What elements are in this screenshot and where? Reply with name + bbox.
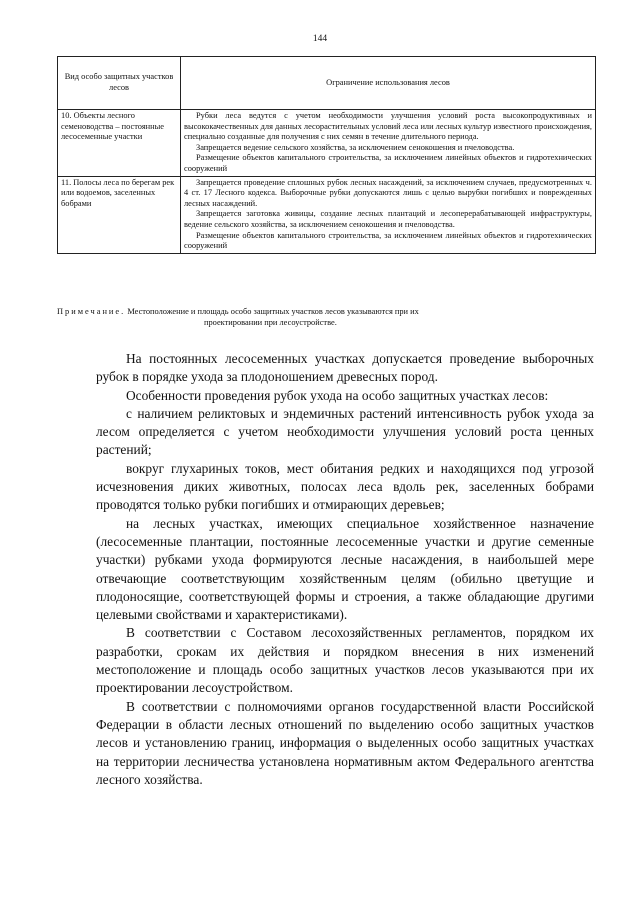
note-text-line1: Местоположение и площадь особо защитных участков лесов указываются при их (127, 307, 419, 316)
rule-text: Запрещается ведение сельского хозяйства, за исключением сенокошения и пчеловодства. (196, 142, 515, 152)
paragraph: В соответствии с полномочиями органов государственной власти Российской Федерации в области лесных отношений по выделению особо защитных участков лесов и установлению границ, информация о выделенных особо защитных участках на территории лесничества установлена нормативным актом Федерального агентства лесного хозяйства. (96, 698, 594, 787)
header-restrictions: Ограничение использования лесов (181, 57, 596, 110)
restrictions-table (57, 56, 596, 254)
note-label: Примечание. (57, 307, 126, 316)
note-text-line2: проектировании при лесоустройстве. (204, 317, 337, 327)
table-note (57, 307, 596, 328)
row-rules (181, 176, 596, 253)
body-text (96, 350, 594, 789)
row-kind: 10. Объекты лесного семеноводства – постоянные лесосеменные участки (58, 110, 181, 177)
paragraph: с наличием реликтовых и эндемичных растений интенсивность рубок ухода за лесом определяется с учетом необходимости улучшения условий роста ценных растений; (96, 405, 594, 458)
rule-text: Запрещается заготовка живицы, создание лесных плантаций и лесоперерабатывающей инфраструктуры, ведение сельского хозяйства, за исключением сенокошения и пчеловодства. (184, 209, 592, 229)
rule-text: Запрещается проведение сплошных рубок лесных насаждений, за исключением случаев, предусмотренных ч. 4 ст. 17 Лесного кодекса. Выборочные рубки допускаются лишь с целью вырубки погибших и поврежденных лесных насаждений. (184, 177, 592, 208)
row-kind: 11. Полосы леса по берегам рек или водоемов, заселенных бобрами (58, 176, 181, 253)
paragraph: В соответствии с Составом лесохозяйственных регламентов, порядком их разработки, срокам их действия и порядком внесения в них изменений местоположение и площадь особо защитных участков лесов указываются при их проектировании лесоустройством. (96, 625, 594, 696)
table-header-row (58, 57, 596, 110)
rule-text: Рубки леса ведутся с учетом необходимости улучшения условий роста высокопродуктивных и высококачественных для данных лесорастительных условий леса или лесных культур известного происхождения, специально созданные для получения с них семян в течение длительного периода. (184, 111, 593, 142)
paragraph: На постоянных лесосеменных участках допускается проведение выборочных рубок в порядке ухода за плодоношением древесных пород. (96, 351, 594, 385)
table-row (58, 110, 596, 177)
header-kind: Вид особо защитных участков лесов (58, 57, 181, 110)
paragraph: на лесных участках, имеющих специальное хозяйственное назначение (лесосеменные плантации, постоянные лесосеменные участки и другие семенные участки) рубками ухода формируются лесные насаждения, в наибольшей мере отвечающие соответствующим хозяйственным целям (обильно цветущие и плодоносящие, соответствующей формы и строения, а также обладающие другими целевыми свойствами и характеристиками). (96, 515, 594, 623)
rule-text: Размещение объектов капитального строительства, за исключением линейных объектов и гидротехнических сооружений (184, 153, 592, 173)
paragraph: Особенности проведения рубок ухода на особо защитных участках лесов: (126, 387, 549, 403)
rule-text: Размещение объектов капитального строительства, за исключением линейных объектов и гидротехнических сооружений (184, 230, 592, 251)
table-row (58, 176, 596, 253)
row-rules (181, 110, 596, 177)
page-number: 144 (312, 34, 328, 44)
paragraph: вокруг глухариных токов, мест обитания редких и находящихся под угрозой исчезновения диких животных, полосах леса вдоль рек, заселенных бобрами проводятся только рубки погибших и отмирающих деревьев; (96, 460, 594, 513)
